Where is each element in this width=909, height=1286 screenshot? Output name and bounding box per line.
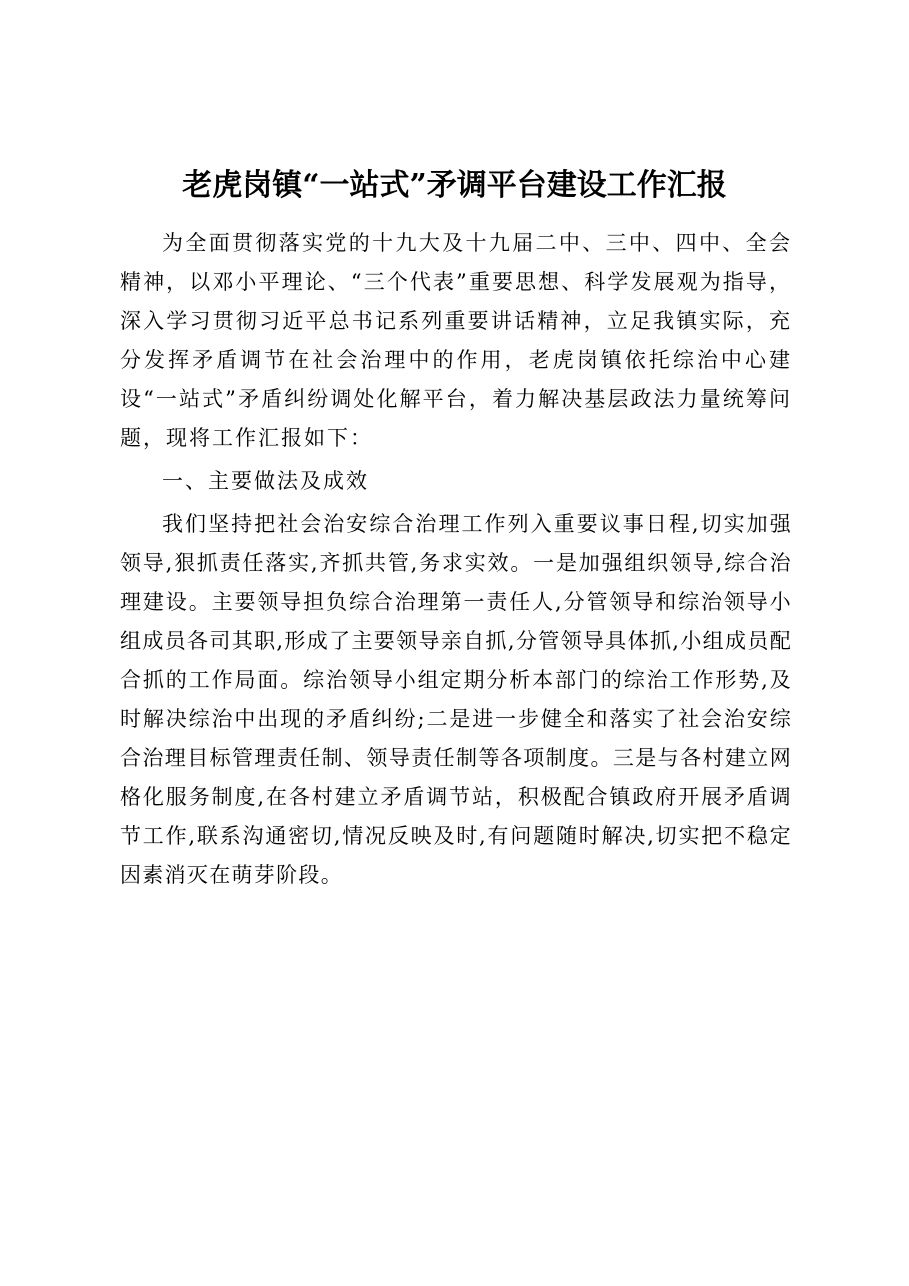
document-body (120, 224, 792, 895)
section-paragraph: 我们坚持把社会治安综合治理工作列入重要议事日程,切实加强领导,狠抓责任落实,齐抓共管,务求实效。一是加强组织领导,综合治理建设。主要领导担负综合治理第一责任人,分管领导和综治领导小组成员各司其职,形成了主要领导亲自抓,分管领导具体抓,小组成员配合抓的工作局面。综治领导小组定期分析本部门的综治工作形势,及时解决综治中出现的矛盾纠纷;二是进一步健全和落实了社会治安综合治理目标管理责任制、领导责任制等各项制度。三是与各村建立网格化服务制度,在各村建立矛盾调节站，积极配合镇政府开展矛盾调节工作,联系沟通密切,情况反映及时,有问题随时解决,切实把不稳定因素消灭在萌芽阶段。 (120, 512, 792, 887)
document-title: 老虎岗镇“一站式”矛调平台建设工作汇报 (182, 168, 727, 203)
section-heading: 一、主要做法及成效 (162, 469, 369, 493)
intro-paragraph: 为全面贯彻落实党的十九大及十九届二中、三中、四中、全会精神，以邓小平理论、“三个代表”重要思想、科学发展观为指导，深入学习贯彻习近平总书记系列重要讲话精神，立足我镇实际，充分发挥矛盾调节在社会治理中的作用，老虎岗镇依托综治中心建设“一站式”矛盾纠纷调处化解平台，着力解决基层政法力量统筹问题，现将工作汇报如下： (120, 231, 792, 450)
